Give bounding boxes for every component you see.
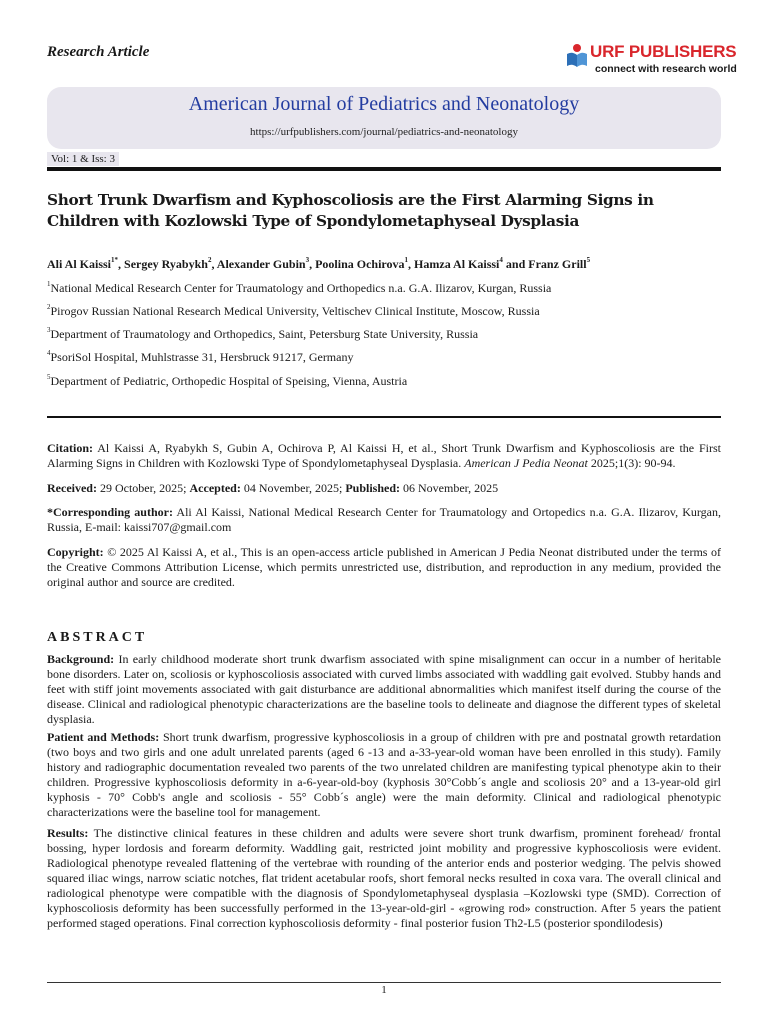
author: Poolina Ochirova [315,257,405,271]
citation [47,441,721,471]
background-text: In early childhood moderate short trunk dwarfism associated with spine misalignment can occur in a number of heritable bone disorders. Later on, scoliosis or kyphoscoliosis associated with curved limbs associated with waddling gait evolved. Stubby hands and feet with stiff joint movements associated with gait disturbance are additional abnormalities which manifest itself during the course of the disease. Clinical and radiological phenotypic characterizations are the baseline tools to delineate and diagnose the different types of skeletal dysplasia. [47,652,722,726]
accepted-label: Accepted: [189,481,241,495]
footer-divider [47,982,721,983]
author-mark: 1 [404,256,409,264]
journal-title: American Journal of Pediatrics and Neonatology [188,93,580,115]
methods-text: Short trunk dwarfism, progressive kyphoscoliosis in a group of children with pre and postnatal growth retardation (two boys and two girls and one adult unrelated parents (aged 6 -13 and a-33-year-old woman have been enrolled in this study). Family history and radiographic documentation revealed two parents of the two unrelated children are manifesting typical phenotype akin to their children. Progressive kyphoscoliosis deformity in a-6-year-old-boy (kyphosis 30°Cobb´s angle and scoliosis 20° and a 13-year-old girl kyphosis - 70° Cobb's angle and scoliosis - 55° Cobb´s angle) were the main deformity. Clinical and radiological phenotypic characterizations were the baseline tool for management. [47,730,721,819]
article-type: Research Article [47,44,150,60]
affiliation-text: Department of Traumatology and Orthopedics, Saint, Petersburg State University, Russia [50,327,479,341]
publisher-logo [566,42,737,78]
author-mark: 4 [499,256,503,264]
publisher-name: URF PUBLISHERS [590,42,737,61]
corresponding-text: Ali Al Kaissi, National Medical Research Center for Traumatology and Ortopedics n.a. G.A. Ilizarov, Kurgan, Russia, E-mail: kaissi707@gmail.com [47,505,721,534]
author-separator: and [502,257,529,271]
affiliation-number: 1 [47,280,51,288]
author-separator: , [309,257,316,271]
affiliation-text: PsoriSol Hospital, Muhlstrasse 31, Hersbruck 91217, Germany [50,350,354,364]
author: Franz Grill [528,257,587,271]
abstract-results [47,826,721,931]
abstract-heading: ABSTRACT [47,630,148,645]
author-separator: , [408,257,415,271]
affiliation-text: Department of Pediatric, Orthopedic Hospital of Speising, Vienna, Austria [50,374,408,388]
affiliation-number: 4 [47,349,51,357]
abstract-background [47,652,721,727]
accepted-date: 04 November, 2025; [243,481,343,495]
publisher-book-icon [566,42,588,68]
affiliation [47,327,478,342]
author-separator: , [211,257,217,271]
citation-journal: American J Pedia Neonat [464,456,588,470]
published-date: 06 November, 2025 [403,481,499,495]
copyright-label: Copyright: [47,545,104,559]
background-label: Background: [47,652,115,666]
received-label: Received: [47,481,97,495]
header-divider [47,167,721,171]
citation-text: Al Kaissi A, Ryabykh S, Gubin A, Ochirova P, Al Kaissi H, et al., Short Trunk Dwarfism and Kyphoscoliosis are the First Alarming Signs in Children with Kozlowski Type of Spondylometaphyseal Dysplasia. [47,441,721,470]
methods-label: Patient and Methods: [47,730,160,744]
affiliation [47,350,353,365]
affiliation-text: Pirogov Russian National Research Medical University, Veltischev Clinical Institute, Moscow, Russia [50,304,540,318]
published-label: Published: [345,481,401,495]
citation-label: Citation: [47,441,93,455]
publisher-tagline: connect with research world [595,63,737,75]
affiliation [47,304,540,319]
abstract-methods [47,730,721,820]
journal-banner [47,87,721,149]
copyright [47,545,721,590]
results-text: The distinctive clinical features in these children and adults were severe short trunk dwarfism, prominent forehead/ frontal bossing, hyper lordosis and forearm deformity. Waddling gait, restricted joint mobility and progressive kyphoscoliosis were evident. Radiological phenotype revealed flattening of the vertebrae with rounding of the anterior ends and posterior wedging. The pelvis showed squared iliac wings, narrow sciatic notches, flat trident acetabular roofs, short femoral necks resulted in coxa vara. The overall clinical and radiological phenotype were compatible with the diagnosis of Spondylometaphyseal dysplasia –Kozlowski type (SMD). Correction of kyphoscoliosis deformity has been successfully performed in the 13-year-old-girl - «growing rod» construction. After 5 years the patient performed staged operations. Final correction kyphoscoliosis deformity - final posterior fusion Th2-L5 (posterior spondilodesis) [47,826,721,930]
affiliation-number: 2 [47,303,51,311]
affiliation-text: National Medical Research Center for Traumatology and Orthopedics n.a. G.A. Ilizarov, Kurgan, Russia [50,281,552,295]
page-number: 1 [381,984,387,996]
article-title: Short Trunk Dwarfism and Kyphoscoliosis are the First Alarming Signs in Children with Kozlowski Type of Spondylometaphyseal Dysplasia [47,191,654,230]
author-mark: 2 [207,256,212,264]
corresponding-author [47,505,721,535]
author: Hamza Al Kaissi [414,257,500,271]
author-list [47,257,590,272]
volume-issue: Vol: 1 & Iss: 3 [47,152,119,166]
affiliation [47,281,551,296]
affiliation-number: 3 [47,326,51,334]
affiliation-number: 5 [47,373,51,381]
section-divider [47,416,721,418]
journal-url[interactable]: https://urfpublishers.com/journal/pediatrics-and-neonatology [250,126,518,138]
author: Sergey Ryabykh [124,257,208,271]
affiliation [47,374,407,389]
author: Alexander Gubin [216,257,306,271]
results-label: Results: [47,826,89,840]
citation-ref: 2025;1(3): 90-94. [590,456,676,470]
author: Ali Al Kaissi [47,257,112,271]
author-mark: 1* [111,256,119,264]
author-separator: , [118,257,125,271]
author-mark: 3 [305,256,310,264]
received-date: 29 October, 2025; [99,481,187,495]
corresponding-label: *Corresponding author: [47,505,173,519]
copyright-text: © 2025 Al Kaissi A, et al., This is an open-access article published in American J Pedia Neonat distributed under the terms of the Creative Commons Attribution License, which permits unrestricted use, distribution, and reproduction in any medium, provided the original author and source are credited. [47,545,721,589]
author-mark: 5 [586,256,591,264]
dates [47,481,721,496]
